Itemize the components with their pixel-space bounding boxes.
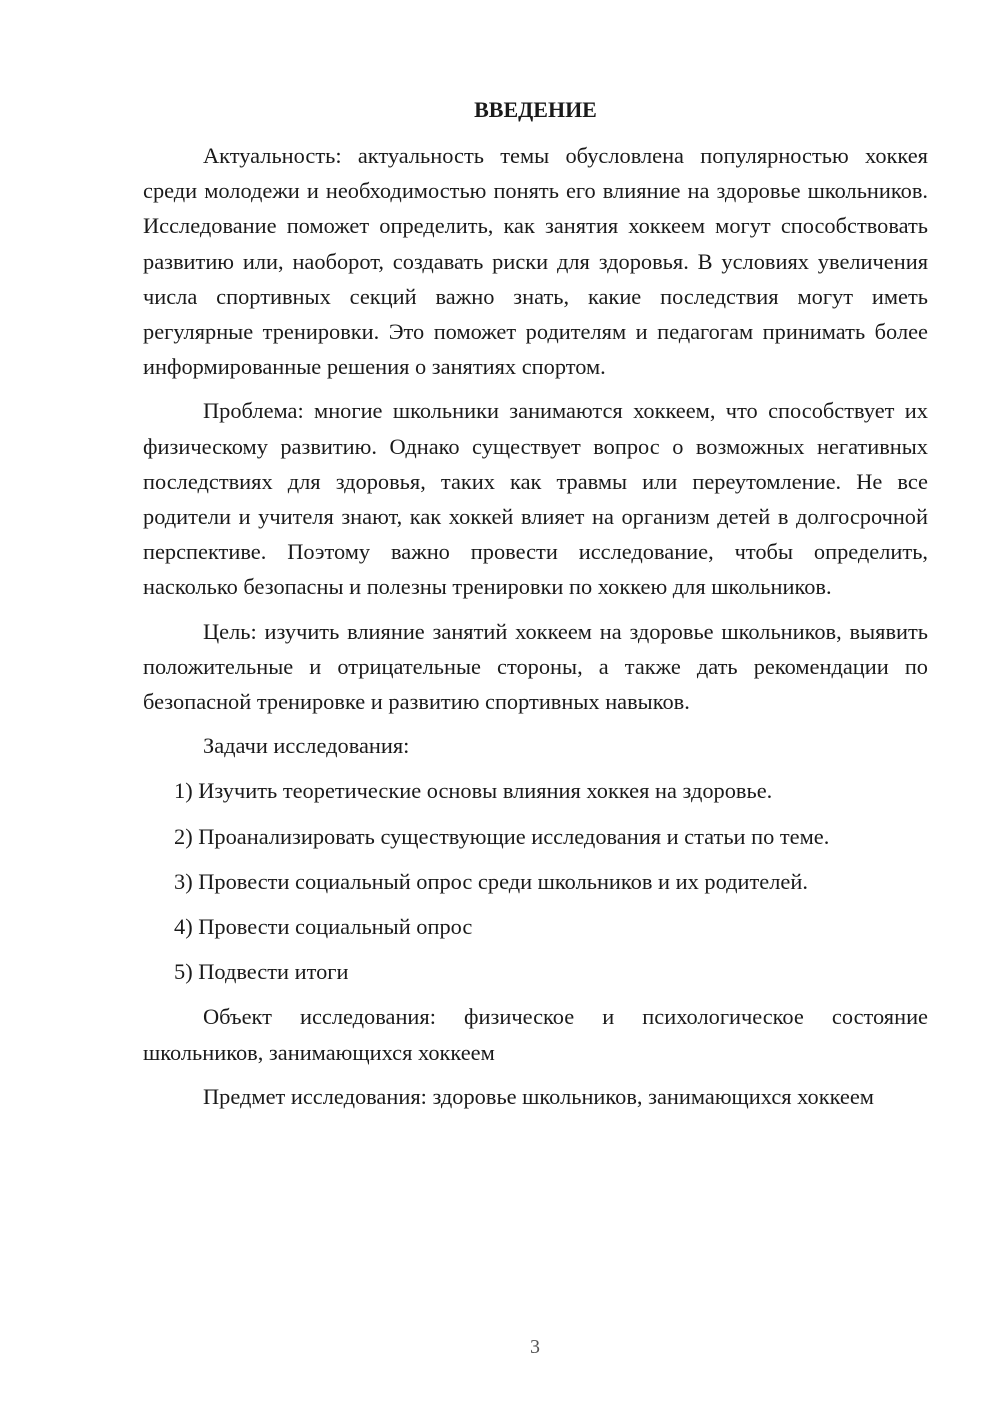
- task-item-3: 3) Провести социальный опрос среди школьников и их родителей.: [174, 868, 808, 894]
- task-item-2: 2) Проанализировать существующие исследования и статьи по теме.: [174, 823, 830, 849]
- task-item-4: 4) Провести социальный опрос: [174, 914, 473, 940]
- page-content: [143, 94, 928, 1123]
- paragraph-goal: Цель: изучить влияние занятий хоккеем на здоровье школьников, выявить положительные и отрицательные стороны, а также дать рекомендации по безопасной тренировке и развитию спортивных навыков.: [143, 618, 928, 715]
- paragraph-relevance: Актуальность: актуальность темы обусловлена популярностью хоккея среди молодежи и необходимостью понять его влияние на здоровье школьников. Исследование поможет определить, как занятия хоккеем могут способствовать развитию или, наоборот, создавать риски для здоровья. В условиях увеличения числа спортивных секций важно знать, какие последствия могут иметь регулярные тренировки. Это поможет родителям и педагогам принимать более информированные решения о занятиях спортом.: [143, 143, 928, 380]
- task-item-1: 1) Изучить теоретические основы влияния хоккея на здоровье.: [174, 778, 773, 804]
- tasks-title: Задачи исследования:: [203, 733, 410, 759]
- task-item-5: 5) Подвести итоги: [174, 959, 349, 985]
- task-list: [143, 773, 928, 989]
- page-number: 3: [530, 1336, 540, 1358]
- section-heading: ВВЕДЕНИЕ: [474, 97, 597, 122]
- paragraph-subject: Предмет исследования: здоровье школьников, занимающихся хоккеем: [203, 1083, 874, 1109]
- paragraph-problem: Проблема: многие школьники занимаются хоккеем, что способствует их физическому развитию. Однако существует вопрос о возможных негативных последствиях для здоровья, таких как травмы или переутомление. Не все родители и учителя знают, как хоккей влияет на организм детей в долгосрочной перспективе. Поэтому важно провести исследование, чтобы определить, насколько безопасны и полезны тренировки по хоккею для школьников.: [143, 398, 928, 600]
- paragraph-object: Объект исследования: физическое и психологическое состояние школьников, занимающихся хоккеем: [143, 1004, 928, 1065]
